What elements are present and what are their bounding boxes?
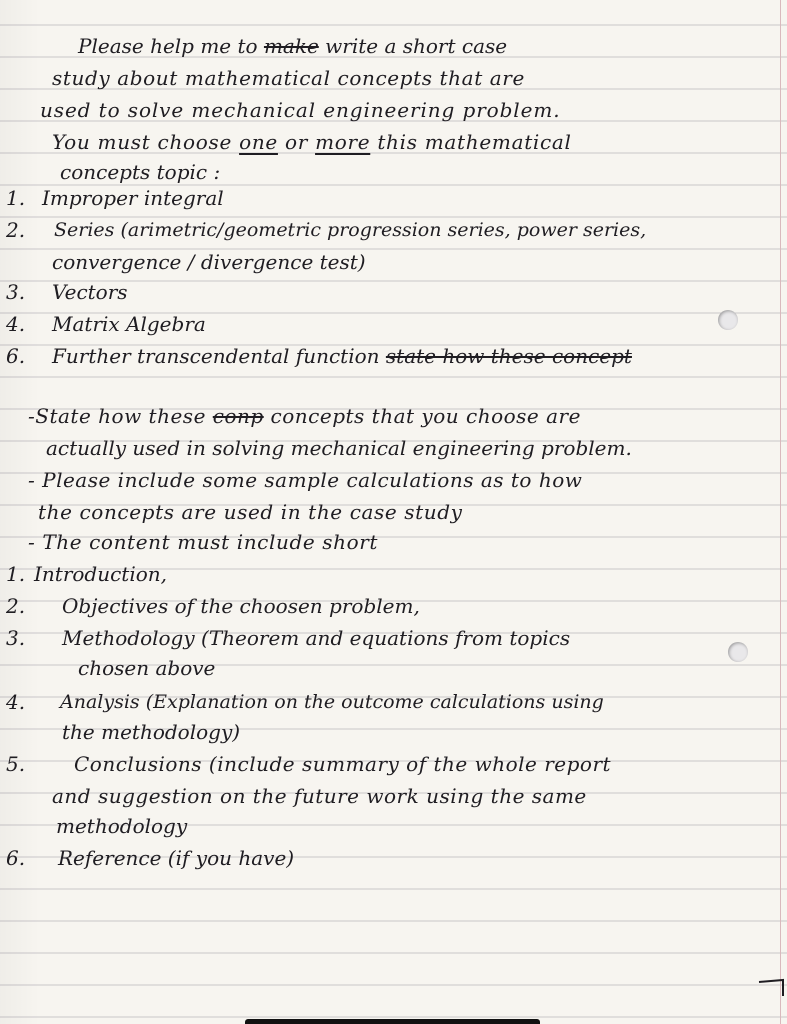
section-number-1: 1.	[6, 562, 26, 586]
section-4-continued: the methodology)	[62, 720, 241, 744]
topic-6: Further transcendental function state how these concept	[52, 344, 632, 368]
section-5-continued: and suggestion on the future work using the same	[52, 784, 587, 808]
topic-number-3: 3.	[6, 280, 26, 304]
note-line-3: used to solve mechanical engineering problem.	[40, 98, 561, 122]
section-2: Objectives of the choosen problem,	[62, 594, 420, 618]
topic-1: Improper integral	[42, 186, 224, 210]
note-line-5: concepts topic :	[60, 160, 221, 184]
note-line-4: You must choose one or more this mathematical	[52, 130, 572, 154]
topic-2-continued: convergence / divergence test)	[52, 250, 366, 274]
note-line-1: Please help me to make write a short case	[78, 34, 508, 58]
section-number-6: 6.	[6, 846, 26, 870]
section-3-continued: chosen above	[78, 656, 216, 680]
topic-2: Series (arimetric/geometric progression series, power series,	[54, 219, 647, 241]
section-1: Introduction,	[34, 562, 168, 586]
binder-hole-top	[718, 310, 738, 330]
topic-number-6: 6.	[6, 344, 26, 368]
margin-line	[780, 0, 781, 1024]
underlined-one: one	[239, 130, 278, 154]
struck-word: make	[263, 34, 319, 58]
topic-number-2: 2.	[6, 218, 26, 242]
struck-word-conp: conp	[212, 404, 264, 428]
section-number-4: 4.	[6, 690, 26, 714]
instruction-line-5: - The content must include short	[28, 530, 379, 554]
instruction-line-3: - Please include some sample calculations as to how	[28, 468, 583, 492]
section-number-3: 3.	[6, 626, 26, 650]
note-line-2: study about mathematical concepts that are	[52, 66, 525, 90]
section-3: Methodology (Theorem and equations from topics	[62, 626, 571, 650]
section-number-5: 5.	[6, 752, 26, 776]
section-5: Conclusions (include summary of the whole report	[74, 752, 612, 776]
section-6: Reference (if you have)	[58, 846, 295, 870]
topic-number-1: 1.	[6, 186, 26, 210]
topic-4: Matrix Algebra	[52, 312, 206, 336]
binder-hole-middle	[728, 642, 748, 662]
struck-phrase: state how these concept	[385, 344, 632, 368]
instruction-line-4: the concepts are used in the case study	[38, 500, 463, 524]
section-number-2: 2.	[6, 594, 26, 618]
topic-3: Vectors	[52, 280, 128, 304]
scan-edge-bar	[245, 1019, 540, 1024]
section-5-continued-2: methodology	[56, 814, 188, 838]
instruction-line-2: actually used in solving mechanical engineering problem.	[46, 436, 632, 460]
pen-mark	[757, 978, 787, 998]
topic-number-4: 4.	[6, 312, 26, 336]
underlined-more: more	[315, 130, 371, 154]
section-4: Analysis (Explanation on the outcome calculations using	[60, 691, 604, 713]
instruction-line-1: -State how these conp concepts that you choose are	[28, 404, 581, 428]
